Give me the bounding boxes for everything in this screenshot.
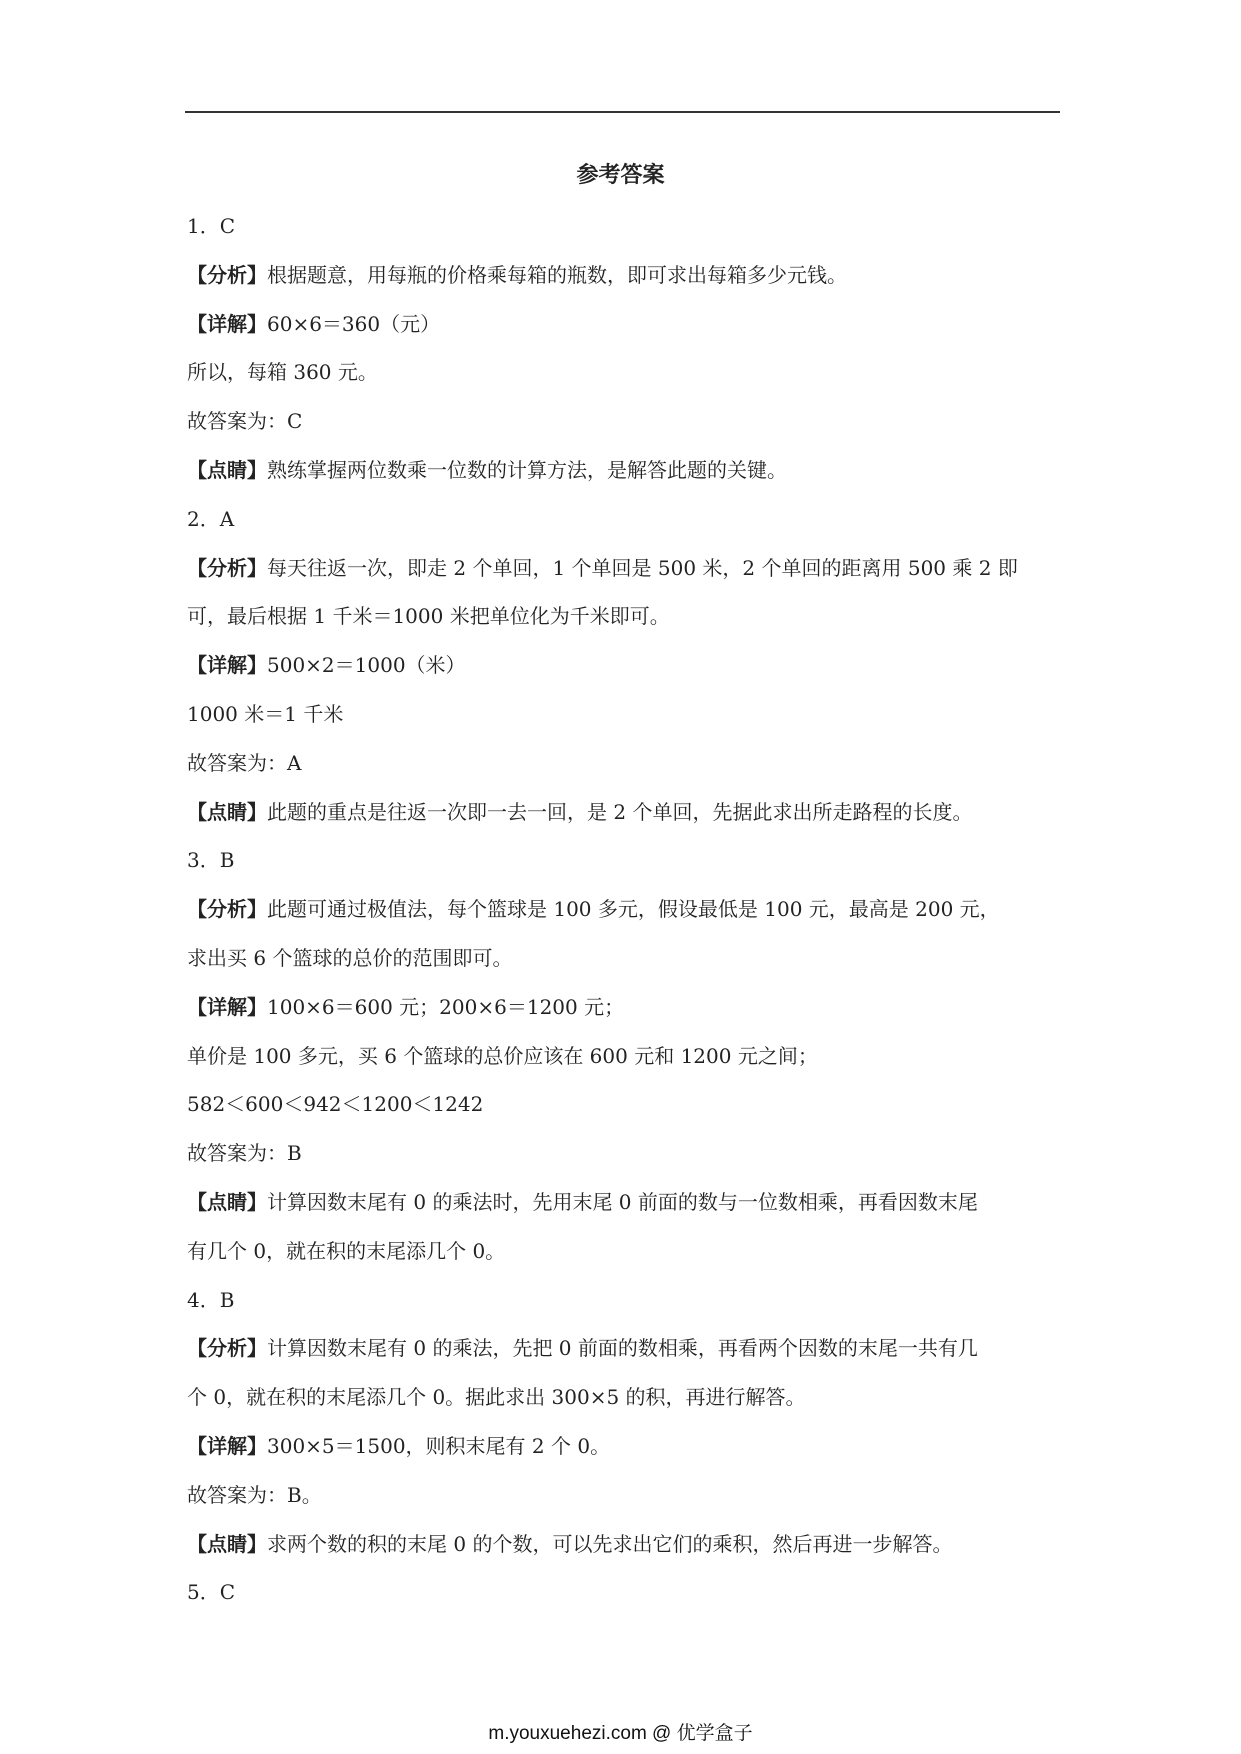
page-footer: m.youxuehezi.com @ 优学盒子 — [488, 1723, 753, 1744]
section-tag: 【详解】 — [187, 1434, 267, 1458]
line-text: 5．C — [187, 1580, 236, 1604]
answer-line — [187, 799, 972, 825]
section-tag: 【详解】 — [187, 995, 267, 1019]
answer-line — [187, 1579, 235, 1605]
line-text: 4．B — [187, 1288, 235, 1312]
answer-line — [187, 847, 234, 873]
line-text: 故答案为：A — [187, 751, 302, 775]
section-tag: 【分析】 — [187, 1336, 267, 1360]
section-tag: 【点睛】 — [187, 800, 267, 824]
line-text: 3．B — [187, 848, 235, 872]
answer-line — [187, 408, 302, 434]
line-text: 个 0，就在积的末尾添几个 0。据此求出 300×5 的积，再进行解答。 — [187, 1385, 806, 1409]
line-text: 计算因数末尾有 0 的乘法，先把 0 前面的数相乘，再看两个因数的末尾一共有几 — [267, 1336, 978, 1360]
section-tag: 【详解】 — [187, 312, 267, 336]
answer-line — [187, 896, 1000, 922]
answer-line — [187, 506, 234, 532]
line-text: 1000 米＝1 千米 — [187, 702, 344, 726]
answer-line — [187, 1531, 952, 1557]
section-tag: 【分析】 — [187, 897, 267, 921]
section-tag: 【点睛】 — [187, 458, 267, 482]
line-text: 单价是 100 多元，买 6 个篮球的总价应该在 600 元和 1200 元之间； — [187, 1044, 818, 1068]
answer-line — [187, 1287, 234, 1313]
answer-line — [187, 1482, 322, 1508]
line-text: 2．A — [187, 507, 235, 531]
line-text: 计算因数末尾有 0 的乘法时，先用末尾 0 前面的数与一位数相乘，再看因数末尾 — [267, 1190, 978, 1214]
line-text: 此题的重点是往返一次即一去一回，是 2 个单回，先据此求出所走路程的长度。 — [267, 800, 973, 824]
answer-line — [187, 213, 235, 239]
line-text: 所以，每箱 360 元。 — [187, 360, 378, 384]
answer-line — [187, 1433, 610, 1459]
line-text: 故答案为：C — [187, 409, 303, 433]
page-title: 参考答案 — [576, 163, 665, 188]
answer-line — [187, 603, 670, 629]
section-tag: 【点睛】 — [187, 1532, 267, 1556]
line-text: 100×6＝600 元；200×6＝1200 元； — [267, 995, 625, 1019]
line-text: 根据题意，用每瓶的价格乘每箱的瓶数，即可求出每箱多少元钱。 — [267, 263, 847, 287]
answer-line — [187, 1384, 806, 1410]
line-text: 此题可通过极值法，每个篮球是 100 多元，假设最低是 100 元，最高是 200 元， — [267, 897, 1000, 921]
answer-line — [187, 262, 847, 288]
line-text: 1．C — [187, 214, 236, 238]
answer-line — [187, 750, 301, 776]
line-text: 582＜600＜942＜1200＜1242 — [187, 1092, 484, 1116]
answer-line — [187, 945, 512, 971]
answer-line — [187, 457, 787, 483]
line-text: 有几个 0，就在积的末尾添几个 0。 — [187, 1239, 506, 1263]
line-text: 求出买 6 个篮球的总价的范围即可。 — [187, 946, 513, 970]
answer-line — [187, 555, 1018, 581]
answer-line — [187, 994, 624, 1020]
answer-line — [187, 1140, 302, 1166]
section-tag: 【点睛】 — [187, 1190, 267, 1214]
answer-line — [187, 311, 440, 337]
line-text: 60×6＝360（元） — [267, 312, 441, 336]
line-text: 可，最后根据 1 千米＝1000 米把单位化为千米即可。 — [187, 604, 670, 628]
answer-line — [187, 1043, 818, 1069]
line-text: 故答案为：B。 — [187, 1483, 322, 1507]
section-tag: 【详解】 — [187, 653, 267, 677]
line-text: 每天往返一次，即走 2 个单回，1 个单回是 500 米，2 个单回的距离用 500 乘 2 即 — [267, 556, 1018, 580]
answer-line — [187, 652, 466, 678]
line-text: 故答案为：B — [187, 1141, 302, 1165]
answer-line — [187, 1238, 505, 1264]
answer-line — [187, 701, 343, 727]
line-text: 熟练掌握两位数乘一位数的计算方法，是解答此题的关键。 — [267, 458, 787, 482]
section-tag: 【分析】 — [187, 263, 267, 287]
section-tag: 【分析】 — [187, 556, 267, 580]
header-rule — [185, 111, 1060, 113]
answer-line — [187, 359, 378, 385]
line-text: 求两个数的积的末尾 0 的个数，可以先求出它们的乘积，然后再进一步解答。 — [267, 1532, 953, 1556]
line-text: 300×5＝1500，则积末尾有 2 个 0。 — [267, 1434, 611, 1458]
answer-line — [187, 1091, 483, 1117]
answer-line — [187, 1189, 978, 1215]
line-text: 500×2＝1000（米） — [267, 653, 466, 677]
answer-line — [187, 1335, 978, 1361]
